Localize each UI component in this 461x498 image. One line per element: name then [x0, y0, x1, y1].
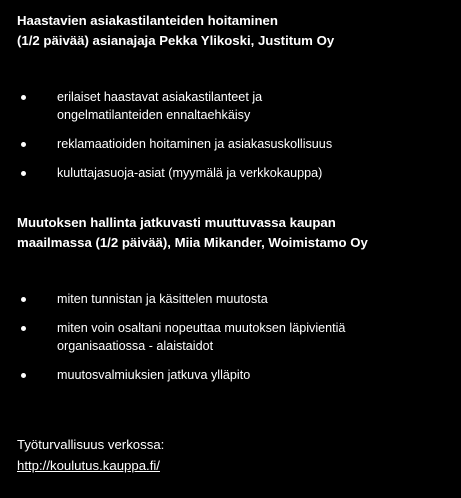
- bullet-text-line: kuluttajasuoja-asiat (myymälä ja verkkokauppa): [57, 166, 323, 180]
- list-item: [0, 319, 345, 355]
- bullet-text-line: miten tunnistan ja käsittelen muutosta: [57, 292, 268, 306]
- list-item: [0, 164, 332, 182]
- bullet-text-line: ongelmatilanteiden ennaltaehkäisy: [57, 108, 251, 122]
- section1-title: [17, 11, 334, 51]
- bullet-text-line: miten voin osaltani nopeuttaa muutoksen läpivientiä: [57, 321, 346, 335]
- section2-title-line-1: Muutoksen hallinta jatkuvasti muuttuvassa kaupan: [17, 215, 336, 230]
- bullet-text-line: organisaatiossa - alaistaidot: [57, 339, 214, 353]
- bullet-icon: [21, 373, 26, 378]
- footer-label: Työturvallisuus verkossa:: [17, 437, 165, 452]
- footer: [17, 434, 164, 476]
- section1-title-line-1: Haastavien asiakastilanteiden hoitaminen: [17, 13, 278, 28]
- bullet-icon: [21, 142, 26, 147]
- bullet-icon: [21, 326, 26, 331]
- bullet-icon: [21, 297, 26, 302]
- section1-bullet-list: [0, 88, 332, 182]
- bullet-icon: [21, 171, 26, 176]
- list-item: [0, 366, 345, 384]
- section2-title: [17, 213, 368, 253]
- section2-bullet-list: [0, 290, 345, 384]
- bullet-text-line: reklamaatioiden hoitaminen ja asiakasuskollisuus: [57, 137, 333, 151]
- list-item: [0, 290, 345, 308]
- list-item: [0, 135, 332, 153]
- bullet-text-line: muutosvalmiuksien jatkuva ylläpito: [57, 368, 251, 382]
- section2-title-line-2: maailmassa (1/2 päivää), Miia Mikander, Woimistamo Oy: [17, 235, 368, 250]
- bullet-text-line: erilaiset haastavat asiakastilanteet ja: [57, 90, 263, 104]
- bullet-icon: [21, 95, 26, 100]
- section1-title-line-2: (1/2 päivää) asianajaja Pekka Ylikoski, Justitum Oy: [17, 33, 335, 48]
- list-item: [0, 88, 332, 124]
- koulutus-link[interactable]: http://koulutus.kauppa.fi/: [17, 458, 160, 473]
